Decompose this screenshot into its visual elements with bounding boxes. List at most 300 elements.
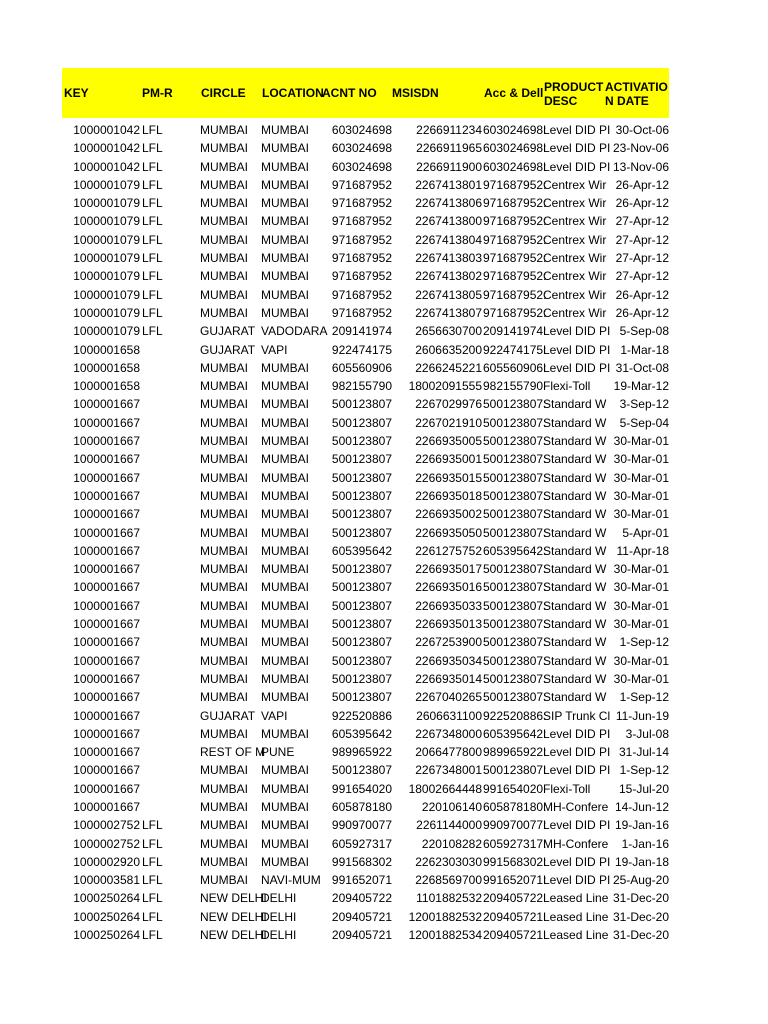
cell-product-desc[interactable]: Standard W <box>543 470 607 485</box>
cell-msisdn[interactable]: 2268569700 <box>415 873 482 888</box>
cell-msisdn[interactable]: 2267413801 <box>415 177 482 192</box>
cell-activation-date[interactable]: 1-Sep-12 <box>619 763 669 778</box>
cell-location[interactable]: MUMBAI <box>261 415 309 430</box>
cell-acc-dell[interactable]: 971687952: <box>483 305 547 320</box>
cell-location[interactable]: MUMBAI <box>261 159 309 174</box>
cell-circle[interactable]: GUJARAT <box>200 708 256 723</box>
cell-pm-r[interactable]: LFL <box>142 854 163 869</box>
cell-acnt-no[interactable]: 605560906 <box>331 360 392 375</box>
cell-circle[interactable]: MUMBAI <box>200 196 248 211</box>
cell-acc-dell[interactable]: 500123807: <box>483 617 547 632</box>
cell-pm-r[interactable]: LFL <box>142 928 163 943</box>
cell-pm-r[interactable]: LFL <box>142 873 163 888</box>
cell-location[interactable]: MUMBAI <box>261 177 309 192</box>
cell-key[interactable]: 1000250264 <box>73 891 140 906</box>
cell-msisdn[interactable]: 2261144000 <box>416 818 482 833</box>
cell-activation-date[interactable]: 26-Apr-12 <box>615 287 669 302</box>
cell-activation-date[interactable]: 25-Aug-20 <box>612 873 669 888</box>
cell-key[interactable]: 1000001658 <box>73 379 140 394</box>
cell-circle[interactable]: MUMBAI <box>200 177 248 192</box>
cell-circle[interactable]: MUMBAI <box>200 269 248 284</box>
cell-msisdn[interactable]: 2266911965 <box>416 141 482 156</box>
cell-product-desc[interactable]: Centrex Wir <box>543 269 607 284</box>
cell-location[interactable]: MUMBAI <box>261 360 309 375</box>
cell-acc-dell[interactable]: 500123807: <box>483 525 547 540</box>
cell-acnt-no[interactable]: 500123807 <box>331 635 392 650</box>
cell-circle[interactable]: MUMBAI <box>200 379 248 394</box>
cell-key[interactable]: 1000001042 <box>73 159 140 174</box>
cell-product-desc[interactable]: Level DID PI <box>543 763 611 778</box>
cell-acnt-no[interactable]: 500123807 <box>331 434 392 449</box>
cell-pm-r[interactable]: LFL <box>142 159 163 174</box>
cell-acc-dell[interactable]: 991652071: <box>483 873 547 888</box>
cell-msisdn[interactable]: 220106140 <box>421 799 482 814</box>
cell-key[interactable]: 1000001667 <box>73 726 140 741</box>
cell-product-desc[interactable]: Standard W <box>543 434 607 449</box>
cell-acnt-no[interactable]: 500123807 <box>331 507 392 522</box>
cell-acc-dell[interactable]: 500123807: <box>483 763 547 778</box>
cell-circle[interactable]: MUMBAI <box>200 598 248 613</box>
cell-product-desc[interactable]: Level DID PI <box>543 726 611 741</box>
cell-key[interactable]: 1000001079 <box>73 269 140 284</box>
cell-location[interactable]: MUMBAI <box>261 214 309 229</box>
cell-activation-date[interactable]: 1-Sep-12 <box>619 635 669 650</box>
cell-key[interactable]: 1000001042 <box>73 123 140 137</box>
cell-activation-date[interactable]: 31-Dec-20 <box>612 928 669 943</box>
cell-circle[interactable]: REST OF M <box>200 745 266 760</box>
cell-product-desc[interactable]: Flexi-Toll <box>543 781 591 796</box>
cell-key[interactable]: 1000001667 <box>73 452 140 467</box>
cell-product-desc[interactable]: Standard W <box>543 671 607 686</box>
cell-location[interactable]: MUMBAI <box>261 287 309 302</box>
cell-circle[interactable]: MUMBAI <box>200 690 248 705</box>
cell-activation-date[interactable]: 31-Dec-20 <box>612 891 669 906</box>
cell-key[interactable]: 1000003581 <box>73 873 140 888</box>
cell-location[interactable]: MUMBAI <box>261 580 309 595</box>
cell-msisdn[interactable]: 2266935001 <box>415 452 482 467</box>
cell-acnt-no[interactable]: 500123807 <box>331 598 392 613</box>
cell-acc-dell[interactable]: 500123807: <box>483 653 547 668</box>
cell-circle[interactable]: MUMBAI <box>200 415 248 430</box>
cell-acnt-no[interactable]: 922520886 <box>331 708 392 723</box>
cell-circle[interactable]: MUMBAI <box>200 580 248 595</box>
cell-acnt-no[interactable]: 603024698 <box>331 159 392 174</box>
header-key[interactable]: KEY <box>64 86 89 100</box>
cell-activation-date[interactable]: 15-Jul-20 <box>618 781 669 796</box>
cell-location[interactable]: PUNE <box>261 745 295 760</box>
cell-acnt-no[interactable]: 971687952 <box>331 232 392 247</box>
header-circle[interactable]: CIRCLE <box>201 86 246 100</box>
cell-circle[interactable]: MUMBAI <box>200 141 248 156</box>
cell-pm-r[interactable]: LFL <box>142 141 163 156</box>
cell-msisdn[interactable]: 18002091555 <box>408 379 482 394</box>
cell-key[interactable]: 1000001667 <box>73 434 140 449</box>
cell-activation-date[interactable]: 27-Apr-12 <box>615 232 669 247</box>
cell-key[interactable]: 1000001667 <box>73 470 140 485</box>
cell-circle[interactable]: MUMBAI <box>200 287 248 302</box>
cell-product-desc[interactable]: Standard W <box>543 397 607 412</box>
cell-acc-dell[interactable]: 971687952: <box>483 177 547 192</box>
cell-circle[interactable]: NEW DELHI <box>200 928 267 943</box>
header-activation-date[interactable] <box>605 80 668 108</box>
cell-msisdn[interactable]: 2266245221 <box>415 360 482 375</box>
cell-activation-date[interactable]: 30-Mar-01 <box>613 507 669 522</box>
cell-acc-dell[interactable]: 971687952: <box>483 232 547 247</box>
cell-acnt-no[interactable]: 605395642 <box>331 726 392 741</box>
cell-activation-date[interactable]: 19-Jan-18 <box>614 854 669 869</box>
cell-product-desc[interactable]: Standard W <box>543 415 607 430</box>
cell-msisdn[interactable]: 2266935015 <box>415 470 482 485</box>
cell-location[interactable]: MUMBAI <box>261 379 309 394</box>
cell-acnt-no[interactable]: 209405722 <box>331 891 392 906</box>
cell-acnt-no[interactable]: 209405721 <box>331 909 392 924</box>
cell-location[interactable]: MUMBAI <box>261 635 309 650</box>
cell-pm-r[interactable]: LFL <box>142 214 163 229</box>
cell-location[interactable]: MUMBAI <box>261 525 309 540</box>
cell-location[interactable]: MUMBAI <box>261 251 309 266</box>
cell-acc-dell[interactable]: 209405721 <box>483 909 544 924</box>
cell-acnt-no[interactable]: 991568302 <box>331 854 392 869</box>
cell-msisdn[interactable]: 2066477800 <box>415 745 482 760</box>
header-acnt-no[interactable]: ACNT NO <box>322 86 377 100</box>
cell-activation-date[interactable]: 30-Mar-01 <box>613 598 669 613</box>
cell-acc-dell[interactable]: 990970077: <box>483 818 547 833</box>
cell-acc-dell[interactable]: 603024698: <box>483 159 547 174</box>
cell-product-desc[interactable]: Standard W <box>543 690 607 705</box>
cell-acc-dell[interactable]: 605395642: <box>483 543 547 558</box>
cell-acc-dell[interactable]: 500123807: <box>483 635 547 650</box>
cell-key[interactable]: 1000001667 <box>73 708 140 723</box>
cell-activation-date[interactable]: 30-Mar-01 <box>613 617 669 632</box>
cell-key[interactable]: 1000001667 <box>73 653 140 668</box>
header-msisdn[interactable]: MSISDN <box>392 86 439 100</box>
cell-location[interactable]: MUMBAI <box>261 562 309 577</box>
cell-pm-r[interactable]: LFL <box>142 836 163 851</box>
cell-product-desc[interactable]: Standard W <box>543 617 607 632</box>
cell-activation-date[interactable]: 30-Mar-01 <box>613 653 669 668</box>
cell-activation-date[interactable]: 30-Mar-01 <box>613 562 669 577</box>
cell-circle[interactable]: MUMBAI <box>200 617 248 632</box>
cell-location[interactable]: DELHI <box>261 909 297 924</box>
cell-key[interactable]: 1000001667 <box>73 507 140 522</box>
cell-acc-dell[interactable]: 605927317: <box>483 836 547 851</box>
header-pm-r[interactable]: PM-R <box>142 86 173 100</box>
cell-msisdn[interactable]: 12001882534 <box>408 928 482 943</box>
cell-acnt-no[interactable]: 500123807 <box>331 690 392 705</box>
cell-circle[interactable]: MUMBAI <box>200 360 248 375</box>
cell-key[interactable]: 1000001042 <box>73 141 140 156</box>
cell-product-desc[interactable]: Standard W <box>543 580 607 595</box>
cell-acnt-no[interactable]: 922474175 <box>331 342 392 357</box>
cell-acnt-no[interactable]: 971687952 <box>331 269 392 284</box>
cell-key[interactable]: 1000001667 <box>73 598 140 613</box>
cell-product-desc[interactable]: Standard W <box>543 562 607 577</box>
cell-msisdn[interactable]: 2266911900 <box>416 159 482 174</box>
cell-key[interactable]: 1000001667 <box>73 763 140 778</box>
cell-key[interactable]: 1000250264 <box>73 909 140 924</box>
cell-activation-date[interactable]: 13-Nov-06 <box>612 159 669 174</box>
cell-acc-dell[interactable]: 971687952: <box>483 251 547 266</box>
cell-pm-r[interactable]: LFL <box>142 123 163 137</box>
cell-product-desc[interactable]: Standard W <box>543 598 607 613</box>
cell-msisdn[interactable]: 2266935018 <box>415 488 482 503</box>
cell-acc-dell[interactable]: 605878180: <box>483 799 547 814</box>
cell-key[interactable]: 1000001079 <box>73 196 140 211</box>
cell-acnt-no[interactable]: 500123807 <box>331 763 392 778</box>
cell-activation-date[interactable]: 30-Mar-01 <box>613 488 669 503</box>
cell-msisdn[interactable]: 2261275752 <box>415 543 482 558</box>
cell-msisdn[interactable]: 12001882532 <box>408 909 482 924</box>
cell-circle[interactable]: MUMBAI <box>200 305 248 320</box>
cell-activation-date[interactable]: 30-Mar-01 <box>613 580 669 595</box>
cell-key[interactable]: 1000250264 <box>73 928 140 943</box>
cell-product-desc[interactable]: Centrex Wir <box>543 196 607 211</box>
cell-product-desc[interactable]: Leased Line <box>543 909 609 924</box>
header-acc-dell[interactable]: Acc & Dell <box>484 86 544 100</box>
cell-location[interactable]: MUMBAI <box>261 123 309 137</box>
cell-msisdn[interactable]: 2266935005 <box>415 434 482 449</box>
cell-location[interactable]: MUMBAI <box>261 763 309 778</box>
cell-location[interactable]: MUMBAI <box>261 781 309 796</box>
cell-product-desc[interactable]: Centrex Wir <box>543 232 607 247</box>
cell-product-desc[interactable]: Centrex Wir <box>543 287 607 302</box>
cell-location[interactable]: DELHI <box>261 928 297 943</box>
cell-msisdn[interactable]: 2267413807 <box>415 305 482 320</box>
cell-activation-date[interactable]: 3-Jul-08 <box>625 726 669 741</box>
cell-msisdn[interactable]: 2606631100 <box>416 708 482 723</box>
cell-pm-r[interactable]: LFL <box>142 305 163 320</box>
cell-product-desc[interactable]: Standard W <box>543 543 607 558</box>
cell-key[interactable]: 1000002920 <box>73 854 140 869</box>
cell-pm-r[interactable]: LFL <box>142 269 163 284</box>
cell-product-desc[interactable]: Standard W <box>543 525 607 540</box>
cell-product-desc[interactable]: Level DID PI <box>543 141 611 156</box>
cell-key[interactable]: 1000001667 <box>73 580 140 595</box>
cell-acc-dell[interactable]: 971687952: <box>483 196 547 211</box>
cell-pm-r[interactable]: LFL <box>142 232 163 247</box>
cell-msisdn[interactable]: 220108282 <box>421 836 482 851</box>
cell-acnt-no[interactable]: 500123807 <box>331 653 392 668</box>
cell-acnt-no[interactable]: 500123807 <box>331 671 392 686</box>
header-location[interactable]: LOCATION <box>262 86 324 100</box>
cell-acc-dell[interactable]: 991568302: <box>483 854 547 869</box>
cell-key[interactable]: 1000001667 <box>73 781 140 796</box>
cell-circle[interactable]: MUMBAI <box>200 525 248 540</box>
cell-location[interactable]: MUMBAI <box>261 488 309 503</box>
cell-circle[interactable]: MUMBAI <box>200 159 248 174</box>
cell-circle[interactable]: MUMBAI <box>200 397 248 412</box>
cell-acc-dell[interactable]: 922520886: <box>483 708 547 723</box>
cell-product-desc[interactable]: Centrex Wir <box>543 177 607 192</box>
cell-acnt-no[interactable]: 500123807 <box>331 452 392 467</box>
cell-activation-date[interactable]: 30-Oct-06 <box>615 123 669 137</box>
cell-location[interactable]: MUMBAI <box>261 232 309 247</box>
cell-location[interactable]: VAPI <box>261 708 288 723</box>
cell-location[interactable]: MUMBAI <box>261 434 309 449</box>
cell-circle[interactable]: NEW DELHI <box>200 891 267 906</box>
cell-circle[interactable]: MUMBAI <box>200 562 248 577</box>
cell-acnt-no[interactable]: 971687952 <box>331 177 392 192</box>
cell-circle[interactable]: MUMBAI <box>200 470 248 485</box>
cell-acc-dell[interactable]: 971687952: <box>483 214 547 229</box>
cell-product-desc[interactable]: Centrex Wir <box>543 305 607 320</box>
cell-msisdn[interactable]: 2266935016 <box>415 580 482 595</box>
cell-product-desc[interactable]: MH-Confere <box>543 799 609 814</box>
cell-key[interactable]: 1000001667 <box>73 488 140 503</box>
cell-msisdn[interactable]: 2266935017 <box>415 562 482 577</box>
cell-key[interactable]: 1000001079 <box>73 251 140 266</box>
cell-key[interactable]: 1000001079 <box>73 232 140 247</box>
cell-circle[interactable]: MUMBAI <box>200 726 248 741</box>
cell-acnt-no[interactable]: 603024698 <box>331 123 392 137</box>
cell-circle[interactable]: MUMBAI <box>200 232 248 247</box>
cell-pm-r[interactable]: LFL <box>142 818 163 833</box>
cell-location[interactable]: MUMBAI <box>261 452 309 467</box>
cell-acc-dell[interactable]: 603024698: <box>483 141 547 156</box>
cell-product-desc[interactable]: Standard W <box>543 507 607 522</box>
cell-product-desc[interactable]: Level DID PI <box>543 873 611 888</box>
cell-circle[interactable]: MUMBAI <box>200 799 248 814</box>
cell-msisdn[interactable]: 2267253900 <box>415 635 482 650</box>
cell-msisdn[interactable]: 2267348000 <box>415 726 482 741</box>
cell-msisdn[interactable]: 2267021910 <box>415 415 482 430</box>
cell-msisdn[interactable]: 2267348001 <box>415 763 482 778</box>
cell-msisdn[interactable]: 18002664448 <box>408 781 482 796</box>
cell-msisdn[interactable]: 2606635200 <box>415 342 482 357</box>
cell-acnt-no[interactable]: 991654020 <box>331 781 392 796</box>
cell-circle[interactable]: MUMBAI <box>200 836 248 851</box>
cell-activation-date[interactable]: 5-Sep-04 <box>619 415 669 430</box>
cell-acc-dell[interactable]: 500123807: <box>483 507 547 522</box>
cell-circle[interactable]: MUMBAI <box>200 873 248 888</box>
cell-msisdn[interactable]: 2266935013 <box>415 617 482 632</box>
cell-product-desc[interactable]: Standard W <box>543 653 607 668</box>
cell-location[interactable]: MUMBAI <box>261 543 309 558</box>
cell-product-desc[interactable]: Standard W <box>543 488 607 503</box>
cell-product-desc[interactable]: Centrex Wir <box>543 251 607 266</box>
cell-acc-dell[interactable]: 605560906: <box>483 360 547 375</box>
cell-location[interactable]: VADODARA <box>261 324 328 339</box>
cell-activation-date[interactable]: 1-Mar-18 <box>620 342 669 357</box>
cell-acnt-no[interactable]: 500123807 <box>331 415 392 430</box>
cell-acnt-no[interactable]: 991652071 <box>331 873 392 888</box>
cell-msisdn[interactable]: 2267413806 <box>415 196 482 211</box>
cell-circle[interactable]: MUMBAI <box>200 251 248 266</box>
cell-product-desc[interactable]: Leased Line <box>543 891 609 906</box>
cell-msisdn[interactable]: 2266935050 <box>415 525 482 540</box>
cell-activation-date[interactable]: 31-Dec-20 <box>612 909 669 924</box>
cell-location[interactable]: MUMBAI <box>261 196 309 211</box>
cell-acc-dell[interactable]: 500123807: <box>483 580 547 595</box>
cell-circle[interactable]: MUMBAI <box>200 671 248 686</box>
cell-activation-date[interactable]: 30-Mar-01 <box>613 671 669 686</box>
cell-key[interactable]: 1000001079 <box>73 177 140 192</box>
cell-activation-date[interactable]: 31-Oct-08 <box>615 360 669 375</box>
cell-msisdn[interactable]: 2267029976 <box>415 397 482 412</box>
cell-activation-date[interactable]: 26-Apr-12 <box>615 196 669 211</box>
cell-product-desc[interactable]: Level DID PI <box>543 818 611 833</box>
cell-activation-date[interactable]: 14-Jun-12 <box>614 799 669 814</box>
cell-acc-dell[interactable]: 500123807: <box>483 470 547 485</box>
cell-key[interactable]: 1000001667 <box>73 397 140 412</box>
cell-location[interactable]: MUMBAI <box>261 617 309 632</box>
cell-activation-date[interactable]: 27-Apr-12 <box>615 269 669 284</box>
cell-location[interactable]: MUMBAI <box>261 671 309 686</box>
cell-acnt-no[interactable]: 971687952 <box>331 214 392 229</box>
cell-acc-dell[interactable]: 500123807: <box>483 488 547 503</box>
cell-product-desc[interactable]: Level DID PI <box>543 342 611 357</box>
cell-key[interactable]: 1000001667 <box>73 562 140 577</box>
cell-product-desc[interactable]: Standard W <box>543 452 607 467</box>
cell-location[interactable]: MUMBAI <box>261 799 309 814</box>
cell-acc-dell[interactable]: 500123807: <box>483 415 547 430</box>
cell-product-desc[interactable]: Level DID PI <box>543 360 611 375</box>
cell-key[interactable]: 1000001667 <box>73 690 140 705</box>
cell-key[interactable]: 1000001667 <box>73 635 140 650</box>
cell-acnt-no[interactable]: 605878180 <box>331 799 392 814</box>
cell-location[interactable]: MUMBAI <box>261 818 309 833</box>
cell-circle[interactable]: GUJARAT <box>200 324 256 339</box>
cell-acc-dell[interactable]: 982155790 <box>483 379 544 394</box>
cell-circle[interactable]: MUMBAI <box>200 434 248 449</box>
cell-activation-date[interactable]: 1-Sep-12 <box>619 690 669 705</box>
cell-key[interactable]: 1000001658 <box>73 342 140 357</box>
cell-pm-r[interactable]: LFL <box>142 909 163 924</box>
cell-acnt-no[interactable]: 500123807 <box>331 580 392 595</box>
cell-location[interactable]: MUMBAI <box>261 598 309 613</box>
cell-activation-date[interactable]: 11-Apr-18 <box>616 543 669 558</box>
cell-key[interactable]: 1000001658 <box>73 360 140 375</box>
cell-location[interactable]: MUMBAI <box>261 653 309 668</box>
cell-msisdn[interactable]: 1101882532 <box>416 891 482 906</box>
cell-msisdn[interactable]: 2267413803 <box>415 251 482 266</box>
cell-key[interactable]: 1000001079 <box>73 305 140 320</box>
cell-location[interactable]: MUMBAI <box>261 726 309 741</box>
cell-key[interactable]: 1000001667 <box>73 525 140 540</box>
cell-acc-dell[interactable]: 603024698: <box>483 123 547 137</box>
cell-product-desc[interactable]: Level DID PI <box>543 854 611 869</box>
cell-location[interactable]: MUMBAI <box>261 269 309 284</box>
cell-acnt-no[interactable]: 971687952 <box>331 305 392 320</box>
cell-activation-date[interactable]: 5-Sep-08 <box>619 324 669 339</box>
cell-acc-dell[interactable]: 500123807: <box>483 598 547 613</box>
cell-acc-dell[interactable]: 605395642: <box>483 726 547 741</box>
cell-activation-date[interactable]: 19-Jan-16 <box>614 818 669 833</box>
cell-product-desc[interactable]: Leased Line <box>543 928 609 943</box>
cell-acnt-no[interactable]: 971687952 <box>331 251 392 266</box>
cell-acc-dell[interactable]: 971687952: <box>483 269 547 284</box>
cell-acnt-no[interactable]: 500123807 <box>331 397 392 412</box>
cell-msisdn[interactable]: 2267413800 <box>415 214 482 229</box>
cell-product-desc[interactable]: Centrex Wir <box>543 214 607 229</box>
cell-acnt-no[interactable]: 603024698 <box>331 141 392 156</box>
cell-acc-dell[interactable]: 500123807: <box>483 562 547 577</box>
cell-key[interactable]: 1000001667 <box>73 543 140 558</box>
cell-product-desc[interactable]: SIP Trunk Cl <box>543 708 611 723</box>
cell-circle[interactable]: MUMBAI <box>200 123 248 137</box>
cell-msisdn[interactable]: 2267040265 <box>415 690 482 705</box>
cell-pm-r[interactable]: LFL <box>142 891 163 906</box>
cell-activation-date[interactable]: 11-Jun-19 <box>615 708 669 723</box>
cell-acnt-no[interactable]: 500123807 <box>331 470 392 485</box>
cell-activation-date[interactable]: 5-Apr-01 <box>622 525 669 540</box>
cell-circle[interactable]: MUMBAI <box>200 488 248 503</box>
cell-acc-dell[interactable]: 209141974: <box>483 324 547 339</box>
cell-acnt-no[interactable]: 605927317 <box>331 836 392 851</box>
cell-circle[interactable]: MUMBAI <box>200 781 248 796</box>
cell-key[interactable]: 1000001667 <box>73 415 140 430</box>
cell-activation-date[interactable]: 31-Jul-14 <box>618 745 669 760</box>
